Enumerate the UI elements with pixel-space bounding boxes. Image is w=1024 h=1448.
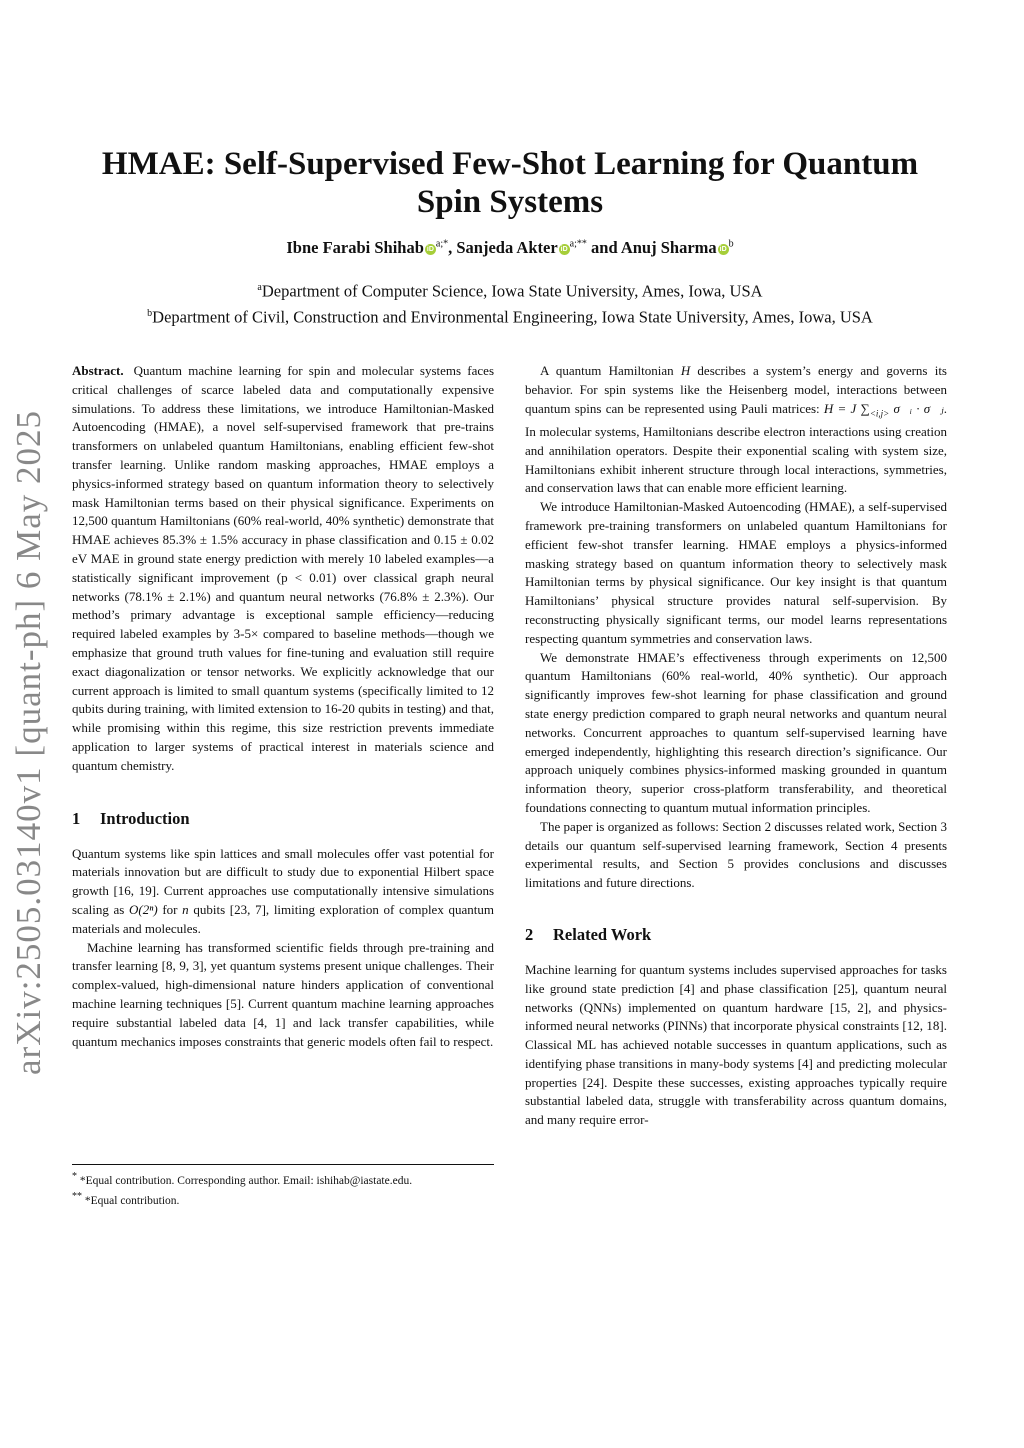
- body-paragraph: The paper is organized as follows: Section 2 discusses related work, Section 3 details our quantum self-supervised learning framework, Section 4 presents experimental results, and Section 5 provides conclusions and discusses limitations and future directions.: [525, 818, 947, 891]
- affiliation: [60, 277, 960, 303]
- footnote-text: *Equal contribution.: [84, 1194, 180, 1207]
- section-heading-related-work: [525, 925, 947, 945]
- paper-title: HMAE: Self-Supervised Few-Shot Learning for Quantum Spin Systems: [101, 146, 919, 220]
- author-affil-mark: a;*: [435, 238, 449, 250]
- abstract: [72, 362, 494, 776]
- author-separator: ,: [448, 238, 457, 257]
- abstract-text: Quantum machine learning for spin and molecular systems faces critical challenges of scarce labeled data and computationally expensive simulations. To address these limitations, we introduce Hamiltonian-Masked Autoencoding (HMAE), a novel self-supervised framework that pre-trains transformers on unlabeled quantum Hamiltonians, enabling efficient few-shot transfer learning. Unlike random masking approaches, HMAE employs a physics-informed strategy based on quantum information theory to selectively mask Hamiltonian terms based on their physical significance. Experiments on 12,500 quantum Hamiltonians (60% real-world, 40% synthetic) demonstrate that HMAE achieves 85.3% ± 1.5% accuracy in phase classification and 0.15 ± 0.02 eV MAE in ground state energy prediction with merely 10 labeled examples—a statistically significant improvement (p < 0.01) over classical graph neural networks (78.1% ± 2.1%) and quantum neural networks (76.8% ± 2.3%). Our method’s primary advantage is exceptional sample efficiency—reducing required labeled examples by 3-5× compared to baseline methods—though we emphasize that ground truth values for fine-tuning and evaluation still require exact diagonalization or tensor networks. We explicitly acknowledge that our current approach is limited to small quantum systems (specifically limited to 12 qubits during training, with limited extension to 16-20 qubits in testing) and that, while promising within this regime, this size restriction prevents immediate application to larger systems of practical interest in materials science and quantum chemistry.: [72, 363, 494, 773]
- affiliation-text: Department of Computer Science, Iowa State University, Ames, Iowa, USA: [261, 281, 763, 301]
- footnote: [72, 1169, 494, 1189]
- footnote-mark: **: [72, 1190, 82, 1202]
- affiliation-text: Department of Civil, Construction and Environmental Engineering, Iowa State University, Ames, Iowa, USA: [152, 307, 873, 326]
- related-paragraph: Machine learning for quantum systems includes supervised approaches for tasks like ground state prediction [4] and phase classification [25], quantum neural networks (QNNs) implemented on quantum hardware [15, 2], and physics-informed neural networks (PINNs) that incorporate physical constraints [12, 18]. Classical ML has achieved notable successes in quantum applications, such as identifying phase transitions in many-body systems [4] and predicting molecular properties [24]. Despite these successes, existing approaches typically require substantial labeled data, struggle with transferability across quantum domains, and many require error-: [525, 961, 947, 1128]
- arxiv-stamp: arXiv:2505.03140v1 [quant-ph] 6 May 2025: [9, 409, 48, 1075]
- section-title: Related Work: [553, 924, 652, 944]
- orcid-icon[interactable]: iD: [426, 246, 434, 253]
- footnote-mark: *: [72, 1171, 77, 1182]
- author-affil-mark: b: [728, 238, 734, 250]
- text-run: Quantum systems like spin lattices and small molecules offer vast potential for materials innovation but are difficult to study due to exponential Hilbert space growth [16, 19]. Current approaches use computationally intensive simulations scaling as: [72, 845, 494, 917]
- math-equation: H = J $\sum_{<i,j>}$ σ⃗ᵢ · σ⃗ⱼ: [823, 400, 944, 419]
- section-heading-introduction: [72, 809, 494, 829]
- affiliation-mark: b: [147, 307, 153, 319]
- author-affil-mark: a;**: [569, 238, 587, 250]
- footnotes: [72, 1169, 494, 1209]
- left-column: [72, 362, 494, 1051]
- footnote-text[interactable]: *Equal contribution. Corresponding author. Email: ishihab@iastate.edu.: [79, 1174, 413, 1187]
- footnote-rule: [72, 1164, 494, 1165]
- affiliation-mark: a: [257, 282, 262, 293]
- author-name[interactable]: Sanjeda Akter: [456, 238, 558, 257]
- section-title: Introduction: [100, 808, 190, 828]
- footnote: [72, 1189, 494, 1209]
- section-number: 2: [525, 924, 534, 944]
- math-inline: n: [182, 901, 189, 917]
- text-run: . In molecular systems, Hamiltonians describe electron interactions using creation and annihilation operators. Despite their exponential scaling with system size, Hamiltonians exhibit inherent structure through local interactions, symmetries, and conservation laws that can enable more efficient learning.: [525, 400, 947, 496]
- abstract-label: Abstract.: [72, 363, 124, 378]
- body-paragraph: We introduce Hamiltonian-Masked Autoencoding (HMAE), a self-supervised framework pre-training transformers on unlabeled quantum Hamiltonians for efficient few-shot transfer learning. HMAE employs a physics-informed masking strategy based on quantum information theory to selectively mask Hamiltonian terms by physical significance. Our key insight is that quantum Hamiltonians’ physical structure provides natural self-supervision. By reconstructing physically significant terms, our model learns representations respecting quantum symmetries and conservation laws.: [525, 499, 947, 646]
- right-column: [525, 362, 947, 1130]
- section-number: 1: [72, 808, 81, 828]
- text-run: describes a system’s energy and governs its behavior. For spin systems like the Heisenberg model, interactions between quantum spins can be represented using Pauli matrices:: [525, 363, 947, 416]
- math-inline: O(2ⁿ): [129, 901, 158, 917]
- affiliation: [60, 303, 960, 329]
- orcid-icon[interactable]: iD: [719, 246, 727, 253]
- affiliations: [60, 277, 960, 328]
- math-inline: H: [680, 363, 691, 378]
- text-run: A quantum Hamiltonian: [540, 363, 681, 378]
- orcid-icon[interactable]: iD: [560, 246, 568, 253]
- author-list: [100, 238, 920, 258]
- intro-paragraph: Machine learning has transformed scientific fields through pre-training and transfer learning [8, 9, 3], yet quantum systems present unique challenges. Their complex-valued, high-dimensional nature hinders application of conventional machine learning techniques [5]. Current quantum machine learning approaches require substantial labeled data [4, 1] and lack transfer capabilities, while quantum mechanics imposes constraints that generic models often fail to respect.: [72, 939, 494, 1049]
- body-paragraph: We demonstrate HMAE’s effectiveness through experiments on 12,500 quantum Hamiltonians (60% real-world, 40% synthetic). Our approach significantly improves few-shot learning for phase classification and ground state energy prediction compared to graph neural networks and quantum neural networks. Concurrent approaches to quantum self-supervised learning have emerged independently, highlighting this research direction’s significance. Our approach uniquely combines physics-informed masking grounded in quantum information theory, superior cross-platform transferability, and theoretical foundations connecting to quantum mutual information principles.: [525, 649, 947, 815]
- text-run: for: [157, 901, 183, 917]
- author-separator: and: [586, 238, 621, 257]
- author-name[interactable]: Anuj Sharma: [620, 238, 717, 257]
- intro-paragraph: [72, 845, 494, 939]
- body-paragraph: [525, 362, 947, 498]
- author-name[interactable]: Ibne Farabi Shihab: [286, 238, 424, 257]
- text-run: qubits [23, 7], limiting exploration of complex quantum materials and molecules.: [72, 901, 494, 936]
